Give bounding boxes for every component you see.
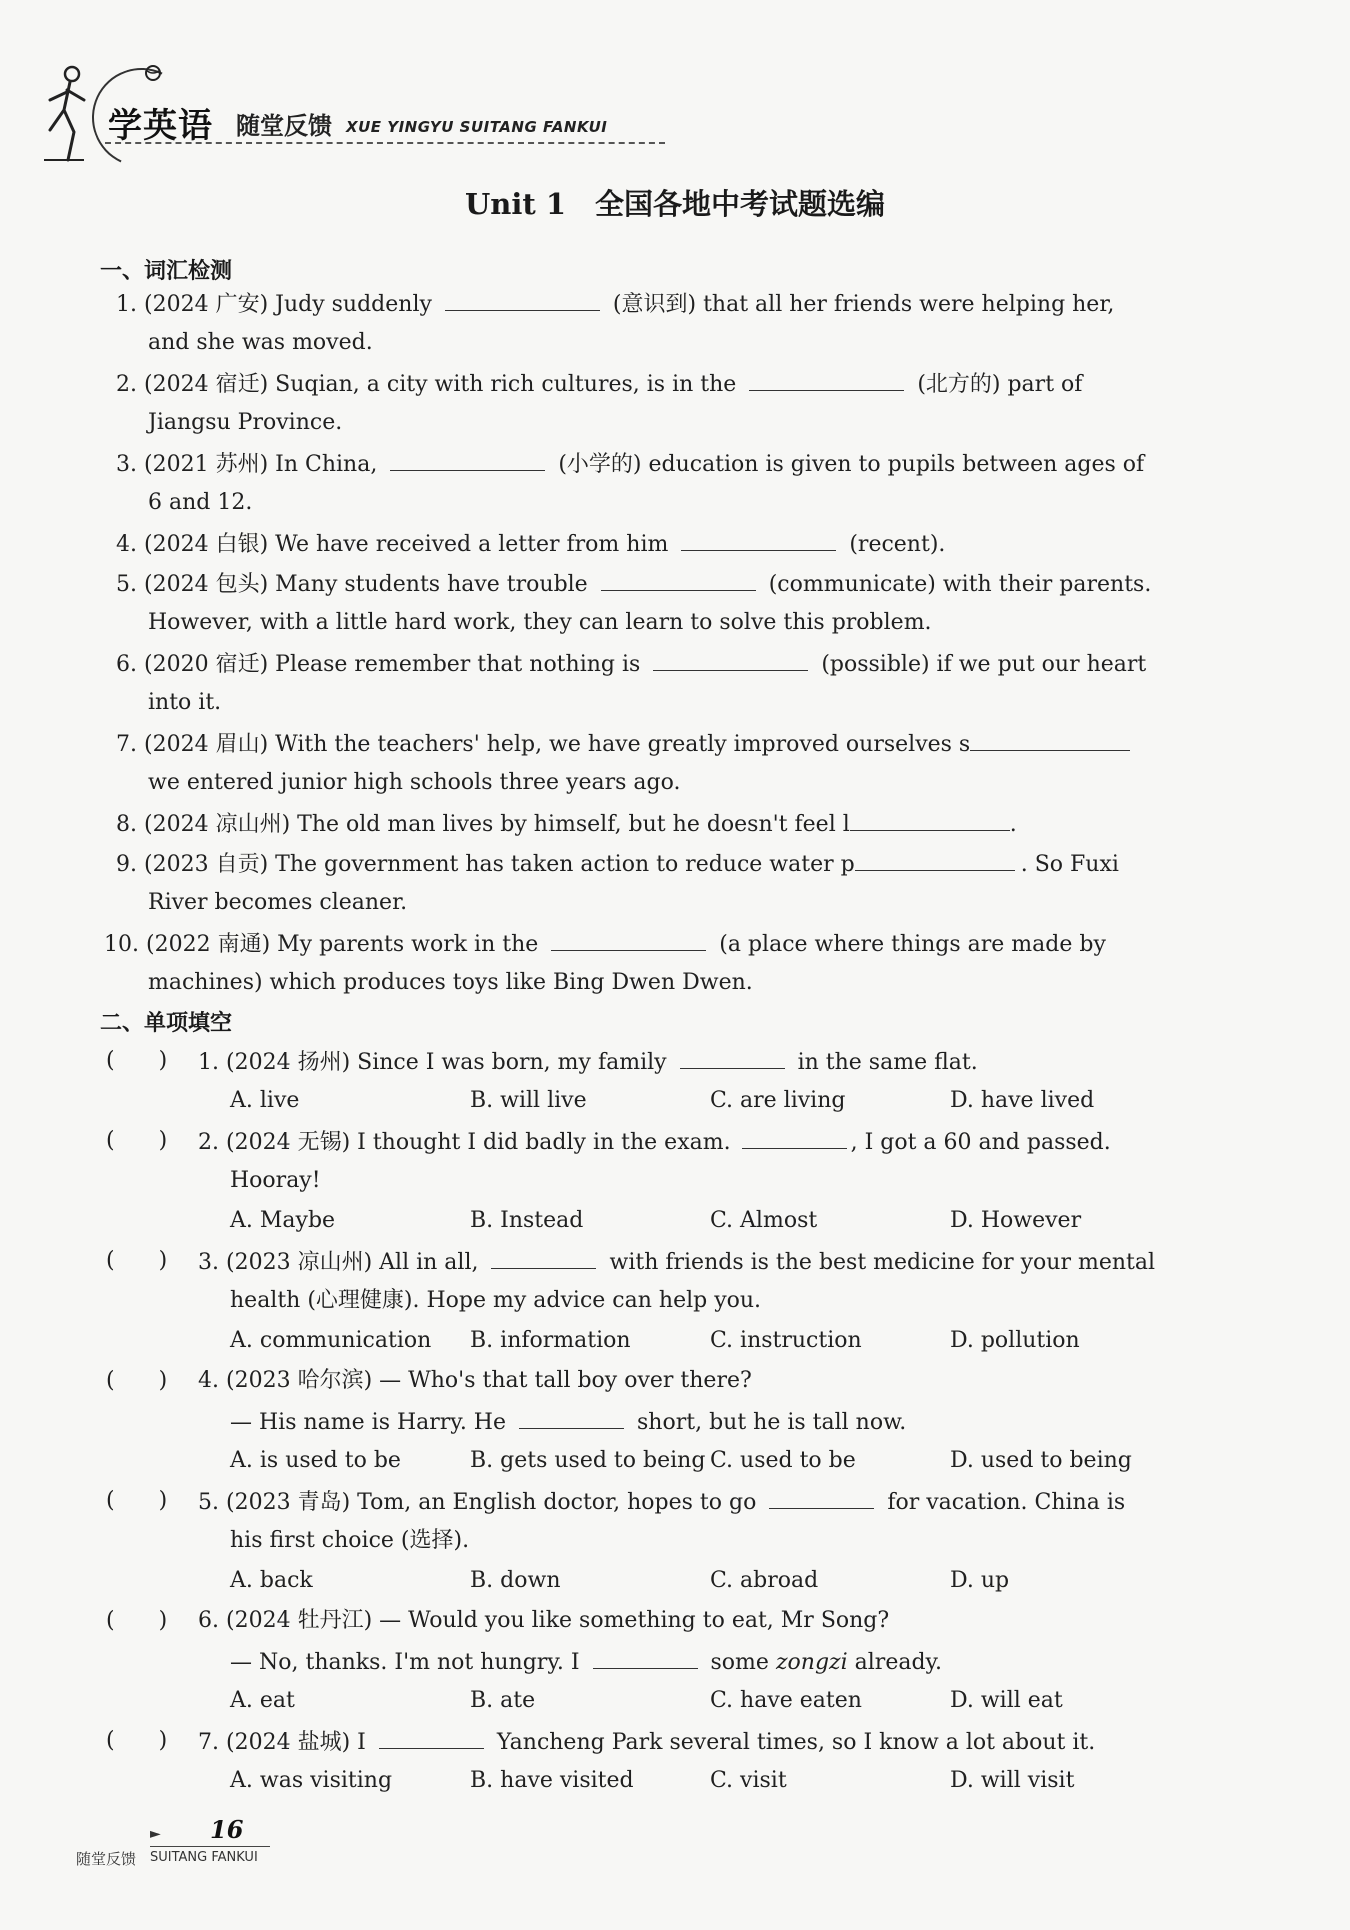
option-d: D. will visit xyxy=(950,1768,1075,1793)
option-d: D. used to being xyxy=(950,1448,1132,1473)
header-title-cn: 学英语 xyxy=(108,106,213,146)
mc-item-5: 5. (2023 青岛) Tom, an English doctor, hopes to go for vacation. China is xyxy=(198,1486,1125,1518)
vocab-item-5-cont: However, with a little hard work, they can learn to solve this problem. xyxy=(148,610,932,635)
mc-item-6-cont: — No, thanks. I'm not hungry. I some zongzi already. xyxy=(230,1646,942,1678)
answer-bracket[interactable]: ( ) xyxy=(106,1048,168,1073)
answer-blank xyxy=(742,1126,847,1149)
footer-label-cn: 随堂反馈 xyxy=(76,1850,137,1868)
answer-blank[interactable] xyxy=(970,728,1130,751)
answer-blank xyxy=(769,1486,874,1509)
answer-blank xyxy=(491,1246,596,1269)
header-title-en: XUE YINGYU SUITANG FANKUI xyxy=(346,118,608,136)
option-a: A. live xyxy=(230,1088,300,1113)
option-c: C. are living xyxy=(710,1088,846,1113)
answer-bracket[interactable]: ( ) xyxy=(106,1728,168,1753)
vocab-item-5: 5. (2024 包头) Many students have trouble (communicate) with their parents. xyxy=(116,568,1151,600)
vocab-item-10: 10. (2022 南通) My parents work in the (a place where things are made by xyxy=(104,928,1106,960)
answer-blank[interactable] xyxy=(601,568,756,591)
answer-blank[interactable] xyxy=(850,808,1010,831)
vocab-item-7-cont: we entered junior high schools three years ago. xyxy=(148,770,681,795)
option-b: B. will live xyxy=(470,1088,587,1113)
vocab-item-2-cont: Jiangsu Province. xyxy=(148,410,343,435)
option-d: D. up xyxy=(950,1568,1010,1593)
answer-blank[interactable] xyxy=(855,848,1015,871)
option-b: B. ate xyxy=(470,1688,536,1713)
ball-icon xyxy=(144,64,162,82)
option-b: B. gets used to being xyxy=(470,1448,706,1473)
answer-blank[interactable] xyxy=(445,288,600,311)
option-c: C. used to be xyxy=(710,1448,856,1473)
answer-blank[interactable] xyxy=(390,448,545,471)
vocab-item-2: 2. (2024 宿迁) Suqian, a city with rich cultures, is in the (北方的) part of xyxy=(116,368,1082,400)
vocab-item-4: 4. (2024 白银) We have received a letter from him (recent). xyxy=(116,528,945,560)
header-subtitle-cn: 随堂反馈 xyxy=(236,112,332,140)
vocab-item-3-cont: 6 and 12. xyxy=(148,490,253,515)
answer-blank[interactable] xyxy=(681,528,836,551)
mc-item-7: 7. (2024 盐城) I Yancheng Park several times, so I know a lot about it. xyxy=(198,1726,1095,1758)
vocab-item-1-cont: and she was moved. xyxy=(148,330,373,355)
option-b: B. have visited xyxy=(470,1768,634,1793)
option-a: A. Maybe xyxy=(230,1208,336,1233)
mc-item-2-cont: Hooray! xyxy=(230,1168,321,1193)
header-divider xyxy=(105,142,665,144)
answer-bracket[interactable]: ( ) xyxy=(106,1368,168,1393)
page-title: Unit 1 全国各地中考试题选编 xyxy=(464,187,886,221)
vocab-item-1: 1. (2024 广安) Judy suddenly (意识到) that all her friends were helping her, xyxy=(116,288,1114,320)
option-a: A. was visiting xyxy=(230,1768,393,1793)
option-d: D. have lived xyxy=(950,1088,1095,1113)
vocab-item-9-cont: River becomes cleaner. xyxy=(148,890,408,915)
vocab-item-3: 3. (2021 苏州) In China, (小学的) education is given to pupils between ages of xyxy=(116,448,1144,480)
mc-item-4-cont: — His name is Harry. He short, but he is tall now. xyxy=(230,1406,906,1438)
answer-bracket[interactable]: ( ) xyxy=(106,1608,168,1633)
option-a: A. is used to be xyxy=(230,1448,401,1473)
mc-item-6: 6. (2024 牡丹江) — Would you like something to eat, Mr Song? xyxy=(198,1608,890,1633)
mc-item-1: 1. (2024 扬州) Since I was born, my family in the same flat. xyxy=(198,1046,978,1078)
mc-item-4: 4. (2023 哈尔滨) — Who's that tall boy over there? xyxy=(198,1368,752,1393)
footer-label-en: SUITANG FANKUI xyxy=(150,1850,258,1865)
mc-item-5-cont: his first choice (选择). xyxy=(230,1528,470,1553)
option-c: C. visit xyxy=(710,1768,787,1793)
option-d: D. pollution xyxy=(950,1328,1080,1353)
vocab-item-10-cont: machines) which produces toys like Bing Dwen Dwen. xyxy=(148,970,753,995)
answer-blank xyxy=(519,1406,624,1429)
vocab-item-6: 6. (2020 宿迁) Please remember that nothing is (possible) if we put our heart xyxy=(116,648,1146,680)
answer-blank[interactable] xyxy=(749,368,904,391)
option-d: D. will eat xyxy=(950,1688,1063,1713)
answer-blank[interactable] xyxy=(653,648,808,671)
vocab-item-9: 9. (2023 自贡) The government has taken action to reduce water p . So Fuxi xyxy=(116,848,1119,880)
page-arrow-icon: ► xyxy=(150,1826,161,1842)
option-a: A. back xyxy=(230,1568,313,1593)
vocab-item-6-cont: into it. xyxy=(148,690,222,715)
answer-blank xyxy=(680,1046,785,1069)
answer-blank xyxy=(379,1726,484,1749)
option-b: B. down xyxy=(470,1568,561,1593)
option-d: D. However xyxy=(950,1208,1082,1233)
answer-bracket[interactable]: ( ) xyxy=(106,1128,168,1153)
answer-bracket[interactable]: ( ) xyxy=(106,1248,168,1273)
option-c: C. Almost xyxy=(710,1208,818,1233)
option-b: B. information xyxy=(470,1328,631,1353)
answer-bracket[interactable]: ( ) xyxy=(106,1488,168,1513)
option-c: C. abroad xyxy=(710,1568,819,1593)
option-b: B. Instead xyxy=(470,1208,584,1233)
vocab-item-7: 7. (2024 眉山) With the teachers' help, we have greatly improved ourselves s xyxy=(116,728,1130,760)
option-a: A. communication xyxy=(230,1328,432,1353)
option-c: C. instruction xyxy=(710,1328,862,1353)
header-banner xyxy=(40,60,640,165)
footer-divider xyxy=(150,1846,270,1847)
mc-item-3: 3. (2023 凉山州) All in all, with friends is the best medicine for your mental xyxy=(198,1246,1155,1278)
answer-blank xyxy=(593,1646,698,1669)
section-heading-vocabulary: 一、词汇检测 xyxy=(100,259,233,284)
mc-item-3-cont: health (心理健康). Hope my advice can help you. xyxy=(230,1288,762,1313)
mc-item-2: 2. (2024 无锡) I thought I did badly in the exam. , I got a 60 and passed. xyxy=(198,1126,1111,1158)
option-a: A. eat xyxy=(230,1688,295,1713)
answer-blank[interactable] xyxy=(551,928,706,951)
section-heading-multiple-choice: 二、单项填空 xyxy=(100,1011,233,1036)
vocab-item-8: 8. (2024 凉山州) The old man lives by himself, but he doesn't feel l . xyxy=(116,808,1017,840)
page-number: 16 xyxy=(210,1815,244,1844)
option-c: C. have eaten xyxy=(710,1688,862,1713)
